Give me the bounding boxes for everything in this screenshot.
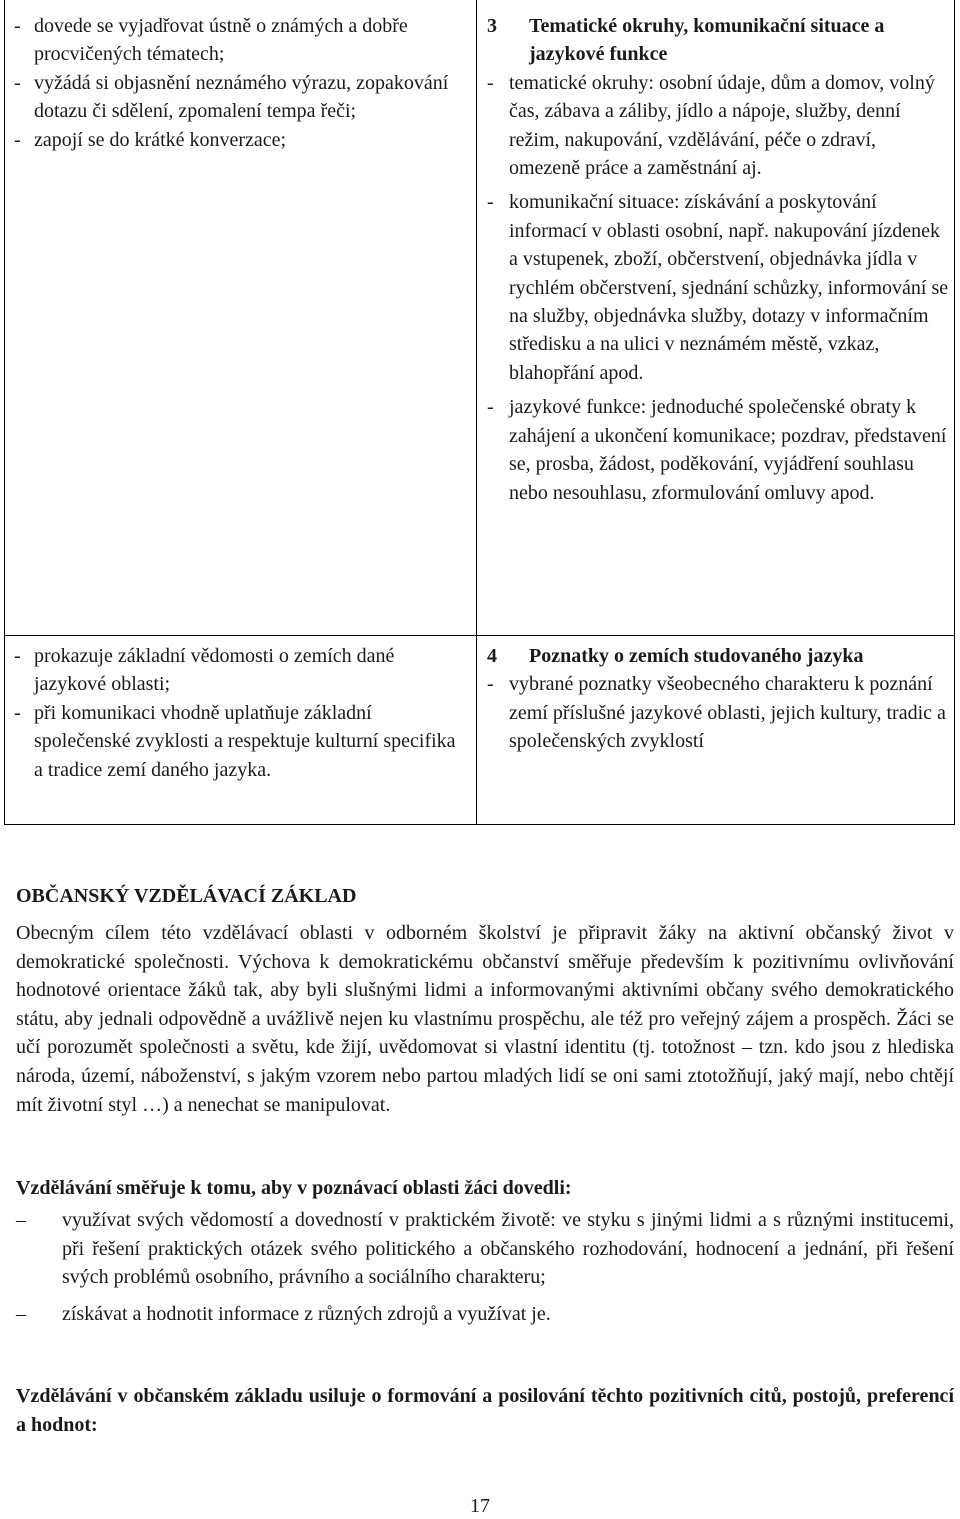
topic-heading: [487, 12, 949, 69]
section-title: OBČANSKÝ VZDĚLÁVACÍ ZÁKLAD: [16, 885, 357, 907]
table-column-divider: [476, 0, 477, 825]
dash-bullet: –: [16, 1302, 26, 1325]
list-item: - vyžádá si objasnění neznámého výrazu, zopakování dotazu či sdělení, zpomalení tempa řeči;: [14, 71, 449, 123]
section-paragraph: Obecným cílem této vzdělávací oblasti v odborném školství je připravit žáky na aktivní občanský život v demokratické společnosti. Výchova k demokratickému občanství směřuje především k pozitivnímu ovlivňování hodnotové orientace žáků tak, aby byli slušnými lidmi a informovanými aktivními občany svého demokratického státu, aby jednali odpovědně a uvážlivě nejen ku vlastnímu prospěchu, ale též pro veřejný zájem a prospěch. Žáci se učí porozumět společnosti a světu, kde žijí, uvědomovat si vlastní identitu (tj. totožnost – tzn. kdo jsou z hlediska národa, území, náboženství, s jakým vzorem nebo partou mladých lidí se oni sami ztotožňují, jaký mají, nebo chtějí mít životní styl …) a nenechat se manipulovat.: [16, 922, 954, 1116]
list-item: - dovede se vyjadřovat ústně o známých a dobře procvičených tématech;: [14, 15, 408, 66]
objectives-list: [16, 1206, 954, 1328]
section-subheading: Vzdělávání v občanském základu usiluje o formování a posilování těchto pozitivních citů, postojů, preferencí a hodnot:: [16, 1385, 954, 1436]
list-item: - komunikační situace: získávání a poskytování informací v oblasti osobní, např. nakupování jízdenek a vstupenek, zboží, občerstvení, objednávka jídla v rychlém občerstvení, sjednání schůzky, informování se na služby, objednávka služby, dotazy v informačním středisku a na ulici v neznámém městě, vzkaz, blahopřání apod.: [487, 191, 949, 384]
list-item: - vybrané poznatky všeobecného charakteru k poznání zemí příslušné jazykové oblasti, jejich kultury, tradic a společenských zvyklostí: [487, 673, 946, 753]
topic-heading: [487, 642, 949, 670]
section-subheading: Vzdělávání směřuje k tomu, aby v poznávací oblasti žáci dovedli:: [16, 1177, 572, 1199]
dash-bullet: –: [16, 1209, 26, 1231]
list-item: - zapojí se do krátké konverzace;: [14, 128, 287, 151]
topic-list: [487, 69, 949, 507]
topic-heading-text: Poznatky o zemích studovaného jazyka: [529, 645, 864, 667]
page-number: 17: [470, 1495, 490, 1517]
list-item: - jazykové funkce: jednoduché společenské obraty k zahájení a ukončení komunikace; pozdrav, představení se, prosba, žádost, poděkování, vyjádření souhlasu nebo nesouhlasu, zformulování omluvy apod.: [487, 396, 947, 504]
table-cell-topics: [487, 12, 949, 507]
outcomes-list: [14, 642, 466, 784]
list-item: – využívat svých vědomostí a dovedností v praktickém životě: ve styku s jinými lidmi a s různými institucemi, při řešení praktických otázek svého politického a občanského rozhodování, hodnocení a jednání, při řešení svých problémů osobního, právního a sociálního charakteru;: [16, 1206, 954, 1292]
topic-number: 4: [487, 645, 497, 667]
list-item: - prokazuje základní vědomosti o zemích dané jazykové oblasti;: [14, 645, 395, 696]
table-row-divider: [4, 635, 955, 636]
list-item: – získávat a hodnotit informace z různých zdrojů a využívat je.: [16, 1300, 954, 1329]
topic-heading-text: Tematické okruhy, komunikační situace a jazykové funkce: [529, 15, 885, 66]
outcomes-list: [14, 12, 466, 154]
list-item: - tematické okruhy: osobní údaje, dům a domov, volný čas, zábava a záliby, jídlo a nápoje, služby, denní režim, nakupování, vzdělávání, péče o zdraví, omezeně práce a zaměstnání aj.: [487, 71, 935, 180]
list-item: - při komunikaci vhodně uplatňuje základní společenské zvyklosti a respektuje kulturní specifika a tradice zemí daného jazyka.: [14, 701, 456, 781]
topic-list: [487, 670, 949, 755]
topic-number: 3: [487, 15, 497, 37]
table-cell-outcomes-top: [14, 12, 466, 154]
table-cell-outcomes-bottom: [14, 642, 466, 784]
table-cell-countries: [487, 642, 949, 756]
